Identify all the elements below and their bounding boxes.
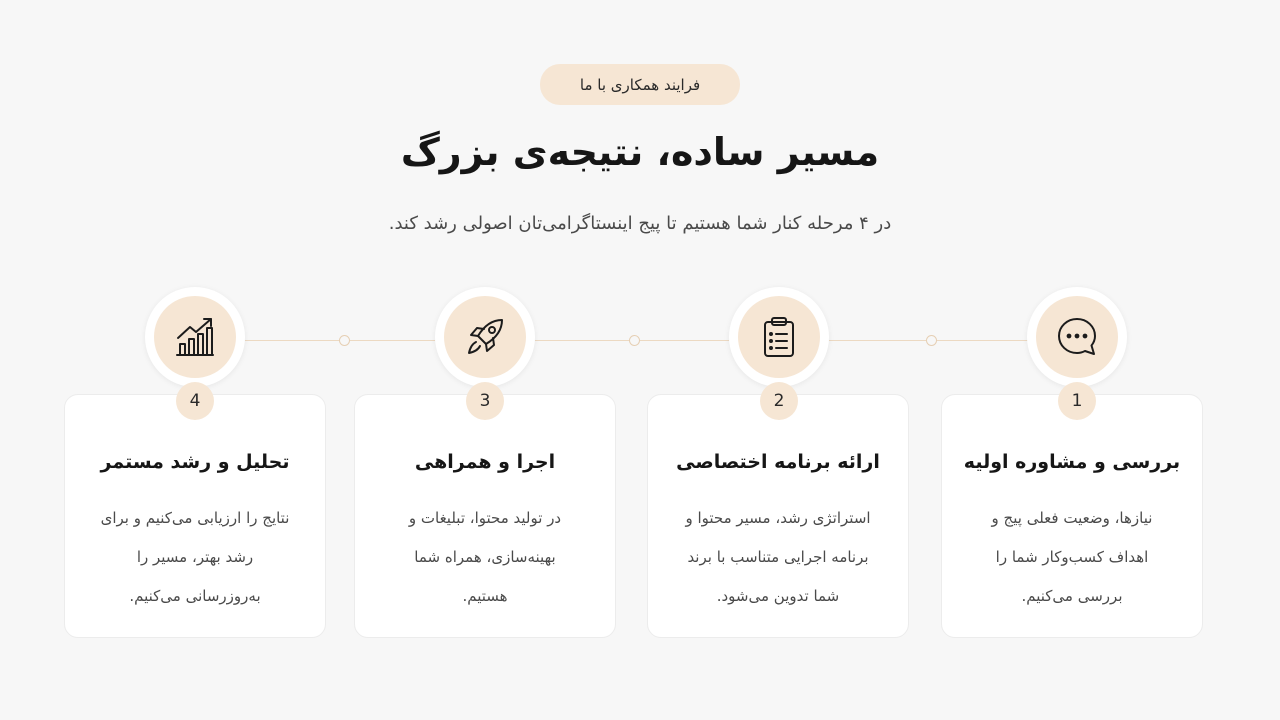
step-3-title: اجرا و همراهی (414, 451, 556, 473)
connector-dot (629, 335, 640, 346)
clipboard-list-icon (756, 314, 802, 360)
step-4-line: نتایج را ارزیابی می‌کنیم و برای (100, 509, 290, 527)
step-3-line: هستیم. (462, 587, 508, 605)
step-4-card (64, 394, 326, 638)
growth-chart-icon (172, 314, 218, 360)
page-title: مسیر ساده، نتیجه‌ی بزرگ (400, 130, 880, 174)
step-4-title: تحلیل و رشد مستمر (100, 451, 290, 473)
step-1-title: بررسی و مشاوره اولیه (963, 451, 1181, 473)
step-1-card (941, 394, 1203, 638)
step-3-description (375, 499, 595, 616)
step-4-number: 4 (176, 382, 214, 420)
step-2-line: شما تدوین می‌شود. (716, 587, 840, 605)
step-4-line: به‌روزرسانی می‌کنیم. (129, 587, 261, 605)
step-2-icon-ring (729, 287, 829, 387)
connector-dot (926, 335, 937, 346)
step-2-title: ارائه برنامه اختصاصی (676, 451, 880, 473)
step-4-line: رشد بهتر، مسیر را (136, 548, 254, 566)
chat-bubble-icon (1054, 314, 1100, 360)
step-1-line: اهداف کسب‌وکار شما را (995, 548, 1149, 566)
step-1-icon-ring (1027, 287, 1127, 387)
step-3-line: در تولید محتوا، تبلیغات و (408, 509, 562, 527)
page-subtitle: در ۴ مرحله کنار شما هستیم تا پیج اینستاگرامی‌تان اصولی رشد کند. (388, 213, 892, 234)
step-2-card (647, 394, 909, 638)
section-badge: فرایند همکاری با ما (540, 64, 740, 105)
step-3-icon-ring (435, 287, 535, 387)
step-1-line: نیازها، وضعیت فعلی پیج و (991, 509, 1153, 527)
step-4-icon-ring (145, 287, 245, 387)
step-1-line: بررسی می‌کنیم. (1021, 587, 1123, 605)
step-1-description (962, 499, 1182, 616)
step-1-number: 1 (1058, 382, 1096, 420)
connector-dot (339, 335, 350, 346)
step-3-number: 3 (466, 382, 504, 420)
step-3-line: بهینه‌سازی، همراه شما (414, 548, 556, 566)
step-2-description (668, 499, 888, 616)
step-2-line: استراتژی رشد، مسیر محتوا و (685, 509, 871, 527)
step-4-description (85, 499, 305, 616)
step-2-number: 2 (760, 382, 798, 420)
step-2-line: برنامه اجرایی متناسب با برند (687, 548, 869, 566)
rocket-icon (462, 314, 508, 360)
step-3-card (354, 394, 616, 638)
